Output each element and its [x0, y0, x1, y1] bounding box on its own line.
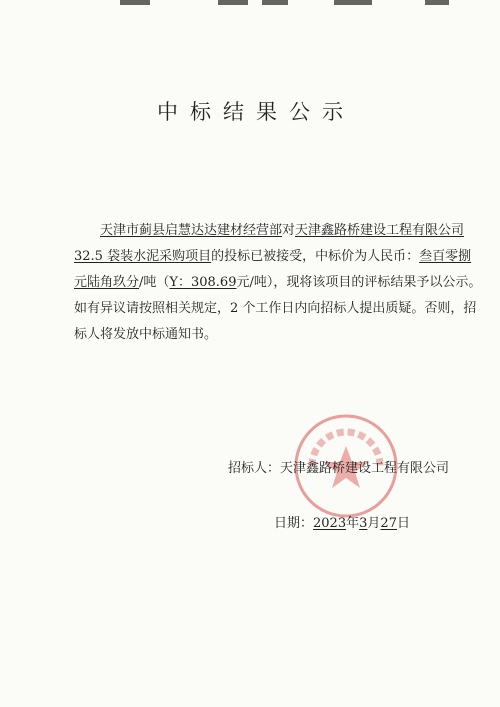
scan-artifact — [262, 0, 288, 5]
date-day: 27 — [380, 516, 397, 531]
price-in-words: 叁百零捌 — [419, 249, 472, 264]
notice-line-5: 标人将发放中标通知书。 — [74, 327, 218, 342]
signature-label: 招标人： — [228, 461, 281, 476]
scan-artifact — [120, 0, 150, 5]
date-line: 日期：2023年3月27日 — [274, 516, 410, 531]
notice-line-3: 元陆角玖分/吨（Y：308.69元/吨），现将该项目的评标结果予以公示。 — [74, 275, 482, 290]
page-title: 中标结果公示 — [157, 100, 355, 124]
price-in-figures: Y：308.69 — [169, 275, 237, 290]
scan-artifact — [425, 0, 449, 5]
scan-artifact — [218, 0, 248, 5]
notice-line-4: 如有异议请按照相关规定，2 个工作日内向招标人提出质疑。否则，招 — [74, 301, 477, 316]
winning-bidder: 天津市蓟县启慧达达建材经营部 — [100, 223, 283, 238]
tendering-company: 天津鑫路桥建设工程有限公司 — [295, 223, 465, 238]
date-label: 日期： — [274, 516, 314, 531]
scan-artifact — [334, 0, 372, 5]
date-year: 2023 — [313, 516, 347, 531]
notice-line-2: 32.5 袋装水泥采购项目的投标已被接受，中标价为人民币：叁百零捌 — [74, 249, 472, 264]
project-name: 32.5 袋装水泥采购项目 — [74, 249, 212, 264]
date-month: 3 — [359, 516, 368, 531]
signature-line — [228, 457, 449, 476]
price-in-words-cont: 元陆角玖分 — [74, 275, 140, 290]
signature-company: 天津鑫路桥建设工程有限公司 — [280, 461, 450, 476]
notice-body — [74, 218, 482, 348]
notice-paragraph — [74, 218, 482, 348]
notice-line-1: 天津市蓟县启慧达达建材经营部对天津鑫路桥建设工程有限公司 — [100, 223, 465, 238]
